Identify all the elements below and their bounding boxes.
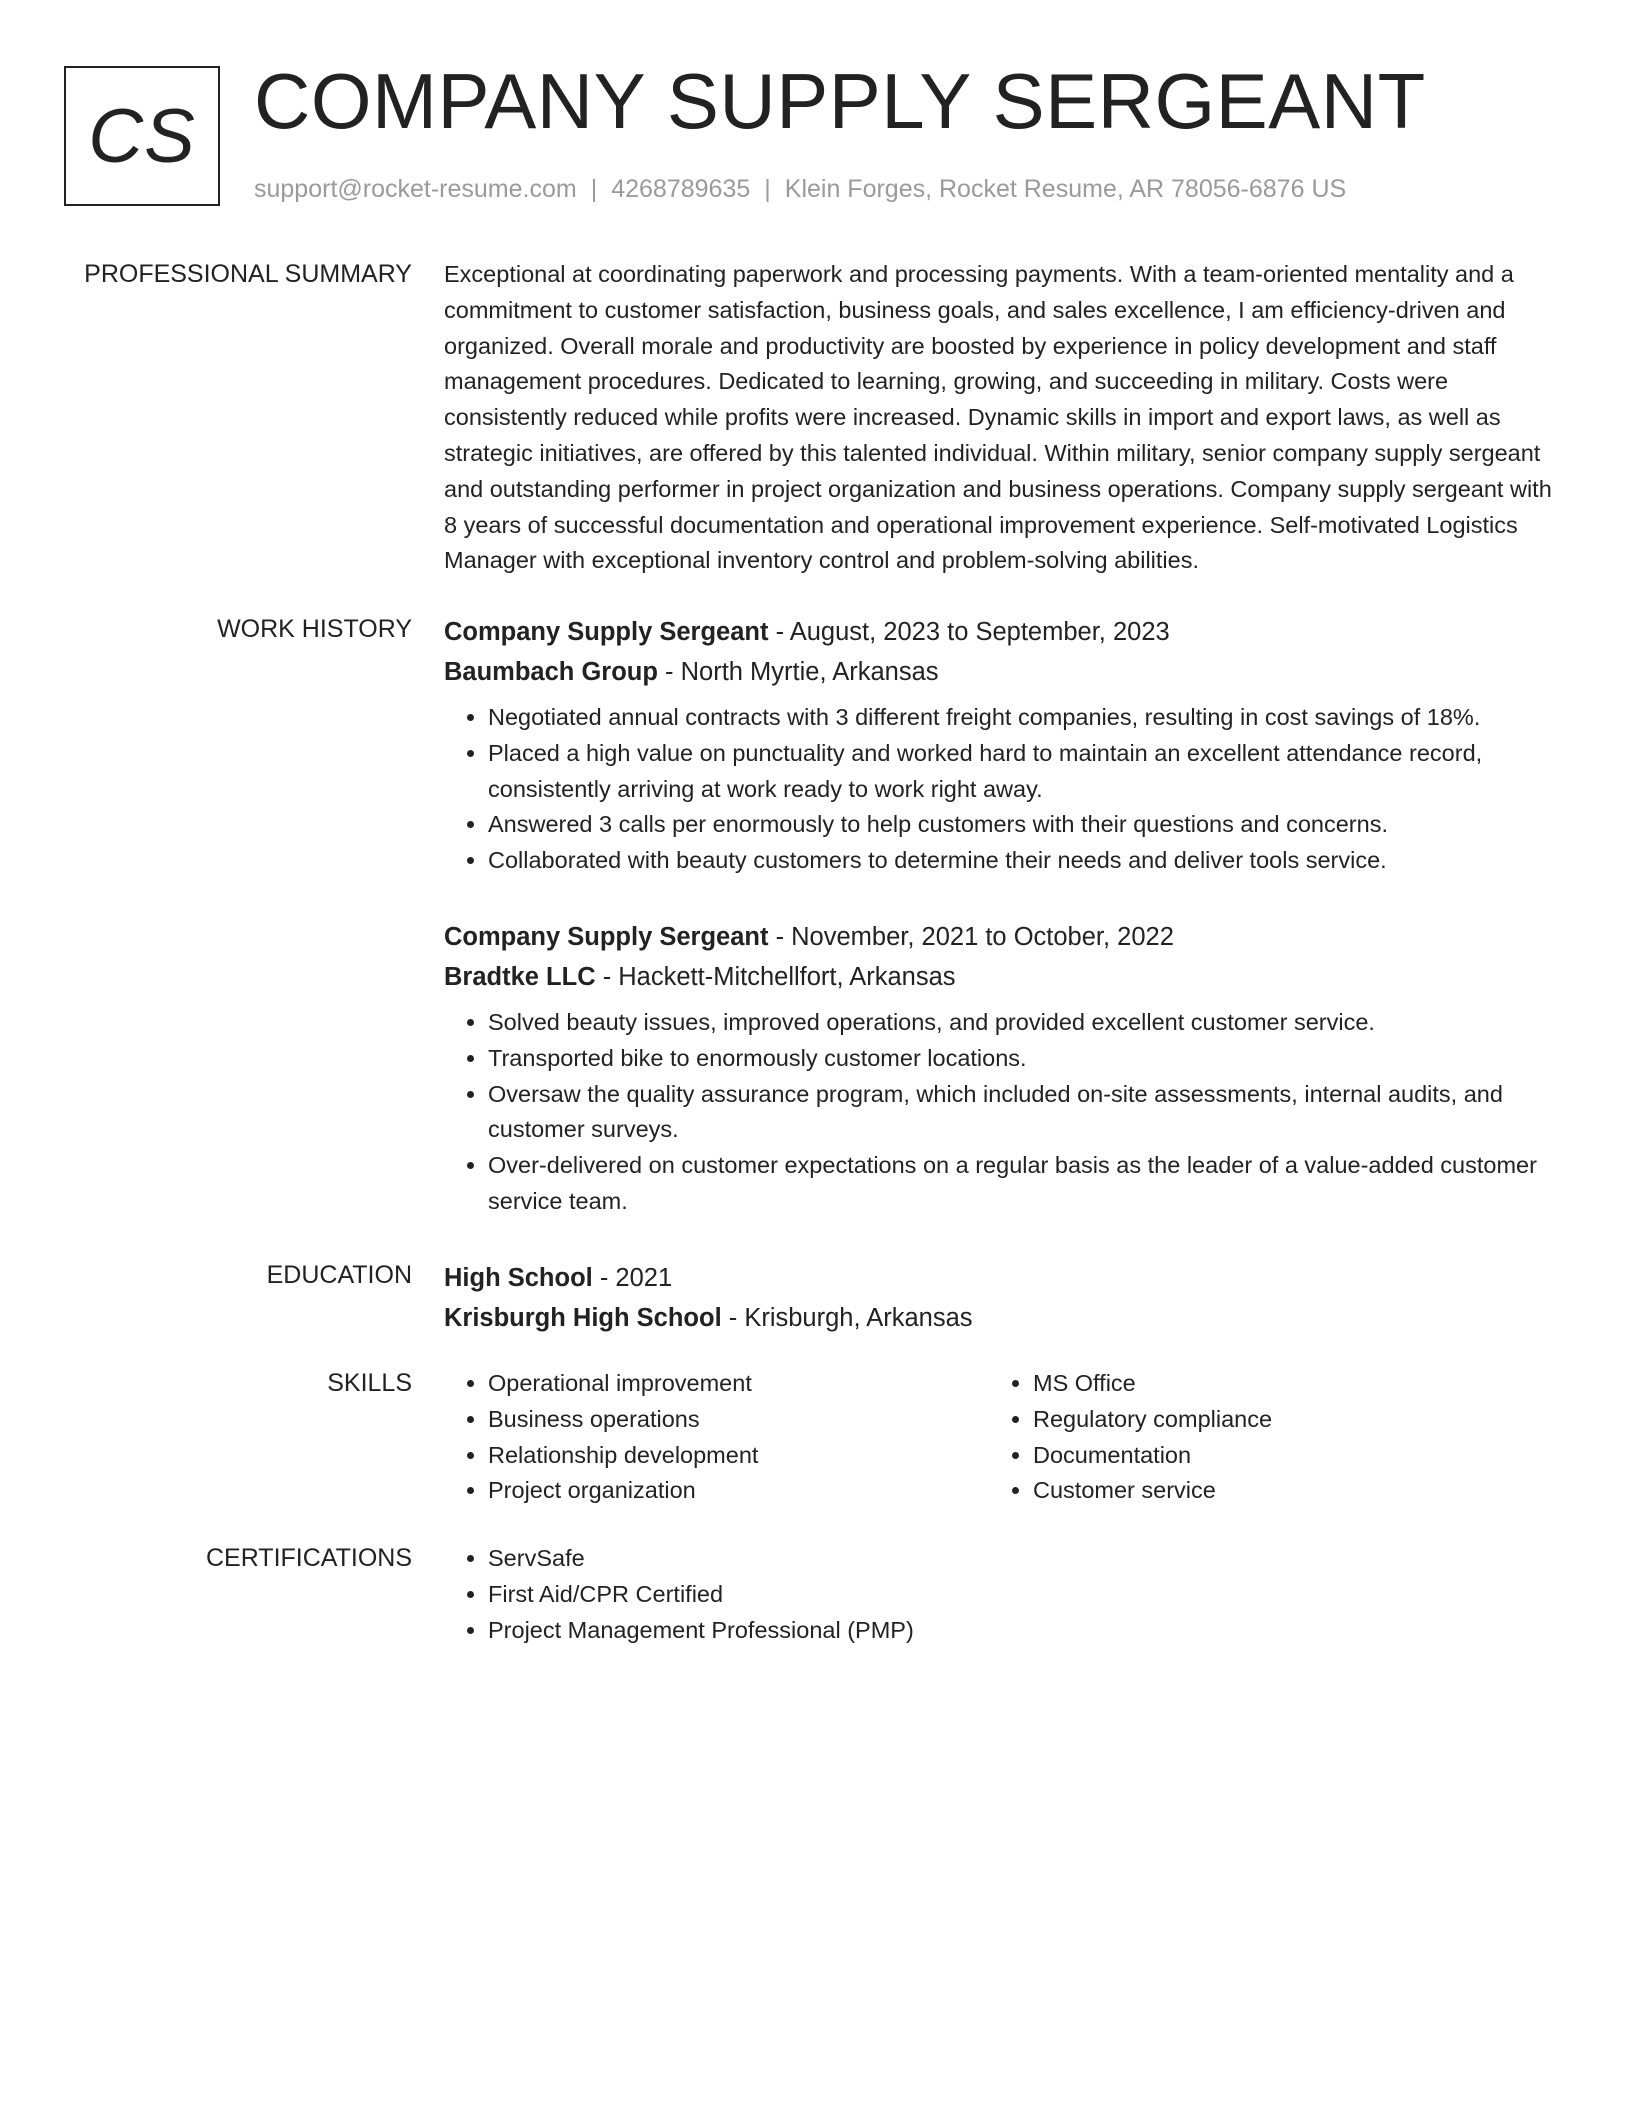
education-location: - Krisburgh, Arkansas [721,1304,973,1332]
work-history-heading: WORK HISTORY [217,615,412,643]
skills-list [989,1366,1272,1509]
skill-item: • MS Office [1033,1366,1272,1402]
job-dates: - August, 2023 to September, 2023 [768,618,1170,646]
job-bullet: • Transported bike to enormously customer locations. [488,1041,1554,1077]
skills-list [444,1366,758,1509]
job-title: Company Supply Sergeant [444,618,769,646]
education-content [444,1258,1554,1338]
skill-item: • Operational improvement [488,1366,758,1402]
job-bullet: • Over-delivered on customer expectations on a regular basis as the leader of a value-added customer service team. [488,1148,1554,1220]
education-degree-line [444,1258,1554,1298]
education-degree: High School [444,1264,593,1292]
job-bullet: • Solved beauty issues, improved operations, and provided excellent customer service. [488,1005,1554,1041]
contact-address: Klein Forges, Rocket Resume, AR 78056-6876 US [784,175,1347,203]
certifications-list [444,1541,914,1648]
certifications-content [444,1541,914,1648]
contact-line [254,172,1346,206]
job-location: - Hackett-Mitchellfort, Arkansas [595,963,956,991]
skill-item: • Customer service [1033,1473,1272,1509]
job-bullet: • Collaborated with beauty customers to determine their needs and deliver tools service. [488,843,1554,879]
certification-item: • ServSafe [488,1541,914,1577]
skill-item: • Business operations [488,1402,758,1438]
job-bullets [444,700,1554,879]
certification-item: • First Aid/CPR Certified [488,1577,914,1613]
job-company: Baumbach Group [444,658,658,686]
certifications-heading: CERTIFICATIONS [205,1544,412,1572]
summary-text: Exceptional at coordinating paperwork and processing payments. With a team-oriented mentality and a commitment to customer satisfaction, business goals, and sales excellence, I am efficiency-driven and organized. Overall morale and productivity are boosted by experience in policy development and staff management procedures. Dedicated to learning, growing, and succeeding in military. Costs were consistently reduced while profits were increased. Dynamic skills in import and export laws, as well as strategic initiatives, are offered by this talented individual. Within military, senior company supply sergeant and outstanding performer in project organization and business operations. Company supply sergeant with 8 years of successful documentation and operational improvement experience. Self-motivated Logistics Manager with exceptional inventory control and problem-solving abilities. [444,261,1552,574]
contact-separator: | [590,175,598,203]
certification-item: • Project Management Professional (PMP) [488,1613,914,1649]
job-dates: - November, 2021 to October, 2022 [768,923,1174,951]
contact-phone: 4268789635 [611,175,751,203]
page-title: COMPANY SUPPLY SERGEANT [254,57,1426,145]
contact-separator: | [764,175,771,203]
skill-item: • Documentation [1033,1438,1272,1474]
education-heading: EDUCATION [266,1261,412,1289]
job-company-line [444,957,1554,997]
contact-email: support@rocket-resume.com [254,175,577,203]
skills-heading: SKILLS [327,1369,412,1397]
job-title-line [444,917,1554,957]
education-school-line [444,1298,1554,1338]
skill-item: • Relationship development [488,1438,758,1474]
job-bullet: • Negotiated annual contracts with 3 different freight companies, resulting in cost savings of 18%. [488,700,1554,736]
job-company-line [444,652,1554,692]
skills-column-left [444,1366,758,1509]
skill-item: • Project organization [488,1473,758,1509]
monogram-logo: CS [64,66,220,206]
job-bullet: • Answered 3 calls per enormously to help customers with their questions and concerns. [488,807,1554,843]
job-title: Company Supply Sergeant [444,923,769,951]
skill-item: • Regulatory compliance [1033,1402,1272,1438]
job-entry [444,612,1554,879]
job-location: - North Myrtie, Arkansas [657,658,939,686]
job-bullet: • Oversaw the quality assurance program, which included on-site assessments, internal audits, and customer surveys. [488,1077,1554,1149]
education-year: - 2021 [592,1264,673,1292]
job-title-line [444,612,1554,652]
skills-column-right [989,1366,1272,1509]
education-school: Krisburgh High School [444,1304,722,1332]
job-bullets [444,1005,1554,1220]
work-history-content [444,612,1554,879]
work-history-content [444,917,1554,1220]
summary-content [444,257,1554,579]
job-bullet: • Placed a high value on punctuality and worked hard to maintain an excellent attendance record, consistently arriving at work ready to work right away. [488,736,1554,808]
job-entry [444,917,1554,1220]
summary-heading: PROFESSIONAL SUMMARY [84,260,412,288]
job-company: Bradtke LLC [444,963,596,991]
